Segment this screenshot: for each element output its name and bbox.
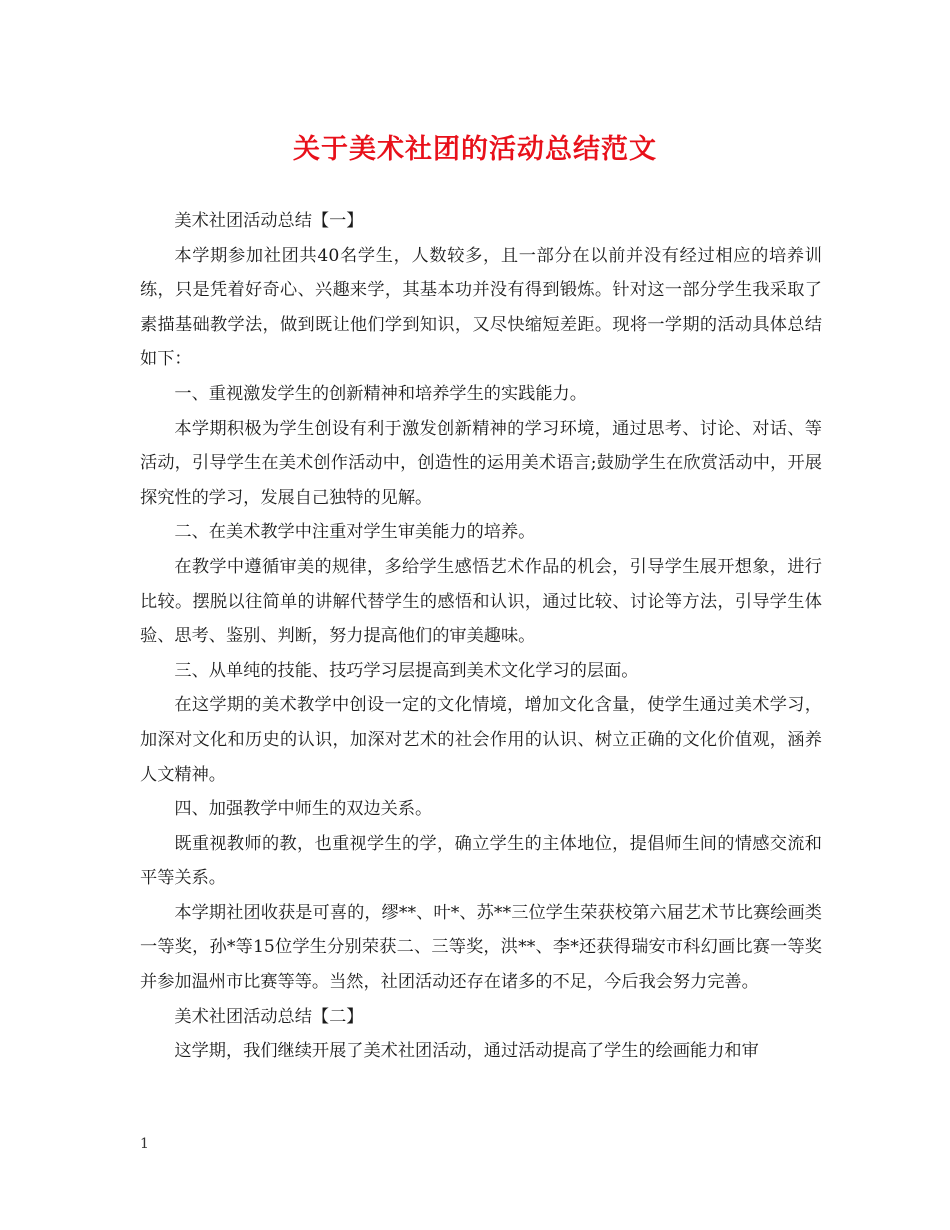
paragraph: 既重视教师的教，也重视学生的学，确立学生的主体地位，提倡师生间的情感交流和平等关系。 — [140, 833, 822, 889]
subheading: 二、在美术教学中注重对学生审美能力的培养。 — [174, 522, 536, 543]
paragraph: 本学期社团收获是可喜的，缪**、叶*、苏**三位学生荣获校第六届艺术节比赛绘画类一等奖，孙*等15位学生分别荣获二、三等奖，洪**、李*还获得瑞安市科幻画比赛一等奖并参加温州市比赛等等。当然，社团活动还存在诸多的不足，今后我会努力完善。 — [140, 902, 822, 993]
paragraph: 在这学期的美术教学中创设一定的文化情境，增加文化含量，使学生通过美术学习，加深对文化和历史的认识，加深对艺术的社会作用的认识、树立正确的文化价值观，涵养人文精神。 — [140, 695, 822, 785]
subheading: 三、从单纯的技能、技巧学习层提高到美术文化学习的层面。 — [174, 660, 639, 681]
document-title: 关于美术社团的活动总结范文 — [293, 134, 657, 165]
paragraph: 这学期，我们继续开展了美术社团活动，通过活动提高了学生的绘画能力和审 — [174, 1041, 759, 1062]
paragraph: 本学期积极为学生创设有利于激发创新精神的学习环境，通过思考、讨论、对话、等活动，引导学生在美术创作活动中，创造性的运用美术语言;鼓励学生在欣赏活动中，开展探究性的学习，发展自己独特的见解。 — [140, 418, 822, 508]
paragraph: 本学期参加社团共40名学生，人数较多，且一部分在以前并没有经过相应的培养训练，只是凭着好奇心、兴趣来学，其基本功并没有得到锻炼。针对这一部分学生我采取了素描基础教学法，做到既让他们学到知识，又尽快缩短差距。现将一学期的活动具体总结如下： — [140, 245, 822, 370]
paragraph: 在教学中遵循审美的规律，多给学生感悟艺术作品的机会，引导学生展开想象，进行比较。摆脱以往简单的讲解代替学生的感悟和认识，通过比较、讨论等方法，引导学生体验、思考、鉴别、判断，努力提高他们的审美趣味。 — [140, 556, 822, 647]
document-body — [140, 204, 822, 1069]
section-heading-2: 美术社团活动总结【二】 — [174, 1006, 364, 1027]
subheading: 四、加强教学中师生的双边关系。 — [174, 799, 433, 820]
page-number: 1 — [140, 1136, 149, 1152]
subheading: 一、重视激发学生的创新精神和培养学生的实践能力。 — [174, 383, 587, 404]
section-heading-1: 美术社团活动总结【一】 — [174, 211, 364, 231]
